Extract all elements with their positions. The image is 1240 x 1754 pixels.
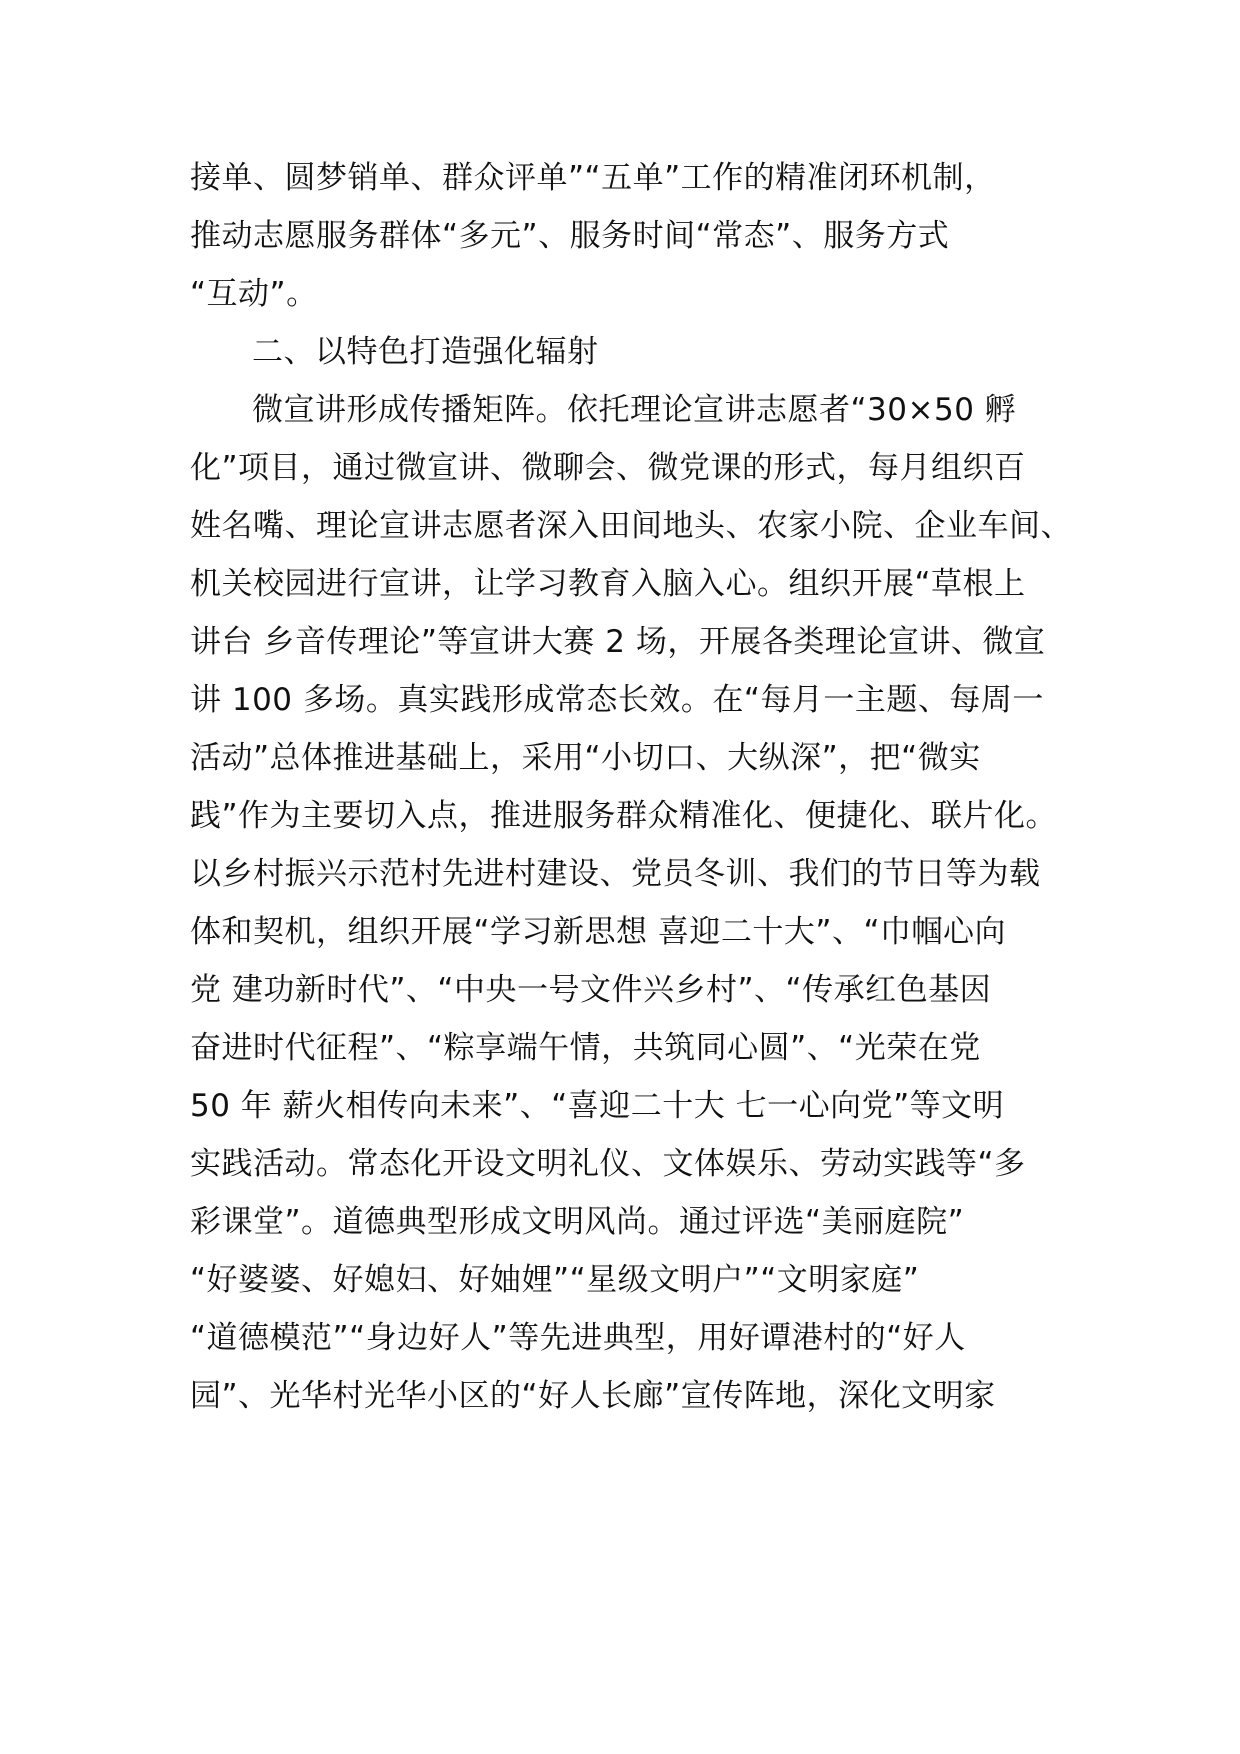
text-line-19: 彩课堂”。道德典型形成文明风尚。通过评选“美丽庭院” — [190, 1204, 965, 1240]
text-line-11: 活动”总体推进基础上，采用“小切口、大纵深”，把“微实 — [190, 740, 981, 776]
text-line-8: 机关校园进行宣讲，让学习教育入脑入心。组织开展“草根上 — [190, 566, 1026, 602]
text-line-3: “互动”。 — [190, 276, 318, 312]
text-line-6: 化”项目，通过微宣讲、微聊会、微党课的形式，每月组织百 — [190, 450, 1026, 486]
text-line-1: 接单、圆梦销单、群众评单”“五单”工作的精准闭环机制， — [190, 160, 996, 196]
text-line-16: 奋进时代征程”、“粽享端午情，共筑同心圆”、“光荣在党 — [190, 1030, 981, 1066]
text-line-18: 实践活动。常态化开设文明礼仪、文体娱乐、劳动实践等“多 — [190, 1146, 1026, 1182]
text-line-21: “道德模范”“身边好人”等先进典型，用好谭港村的“好人 — [190, 1320, 966, 1356]
text-line-14: 体和契机，组织开展“学习新思想 喜迎二十大”、“巾帼心向 — [190, 914, 1007, 950]
text-line-17: 50 年 薪火相传向未来”、“喜迎二十大 七一心向党”等文明 — [190, 1088, 1005, 1124]
text-line-7: 姓名嘴、理论宣讲志愿者深入田间地头、农家小院、企业车间、 — [190, 508, 1072, 544]
text-line-5: 微宣讲形成传播矩阵。依托理论宣讲志愿者“30×50 孵 — [252, 392, 1017, 428]
text-line-22: 园”、光华村光华小区的“好人长廊”宣传阵地，深化文明家 — [190, 1378, 996, 1414]
text-line-2: 推动志愿服务群体“多元”、服务时间“常态”、服务方式 — [190, 218, 950, 254]
text-line-10: 讲 100 多场。真实践形成常态长效。在“每月一主题、每周一 — [190, 682, 1044, 718]
text-line-13: 以乡村振兴示范村先进村建设、党员冬训、我们的节日等为载 — [190, 856, 1041, 892]
text-line-15: 党 建功新时代”、“中央一号文件兴乡村”、“传承红色基因 — [190, 972, 992, 1008]
section-heading: 二、以特色打造强化辐射 — [252, 334, 599, 370]
text-line-12: 践”作为主要切入点，推进服务群众精准化、便捷化、联片化。 — [190, 798, 1058, 834]
text-line-9: 讲台 乡音传理论”等宣讲大赛 2 场，开展各类理论宣讲、微宣 — [190, 624, 1046, 660]
text-line-20: “好婆婆、好媳妇、好妯娌”“星级文明户”“文明家庭” — [190, 1262, 920, 1298]
